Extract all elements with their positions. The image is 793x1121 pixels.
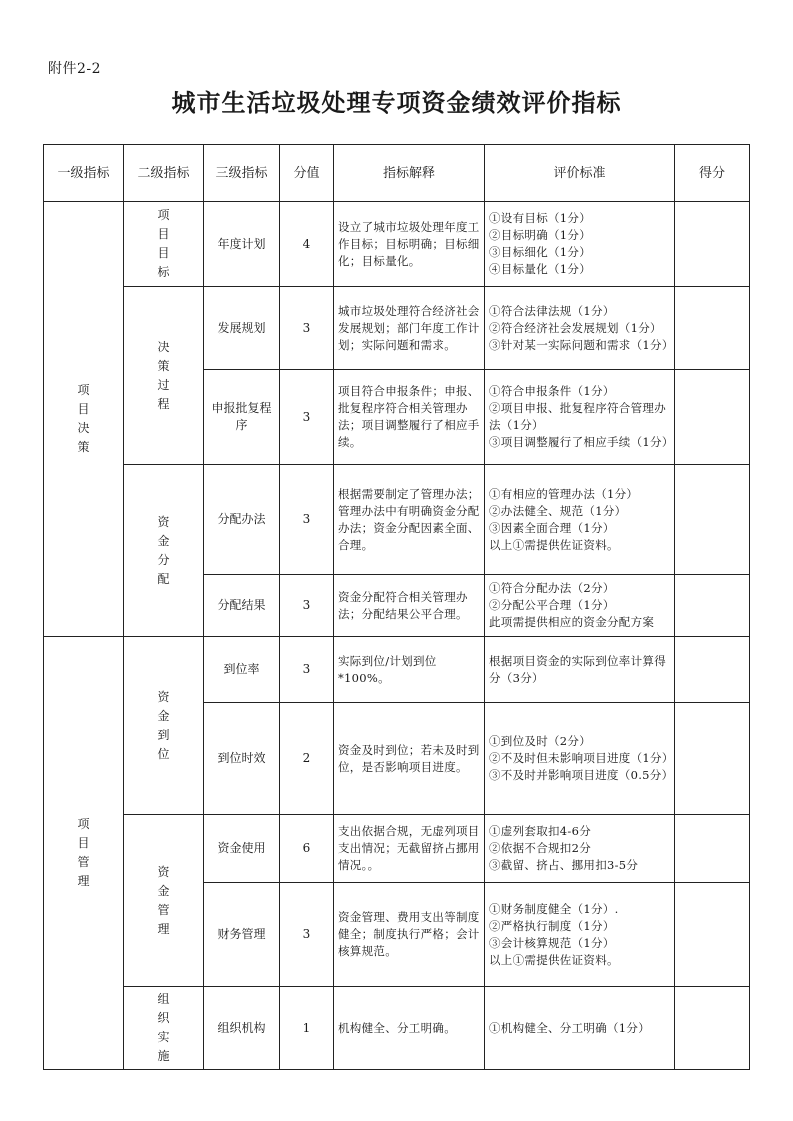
level1-cell: 项目决策: [44, 202, 124, 637]
explanation-cell: 实际到位/计划到位*100%。: [334, 637, 485, 703]
criteria-cell: ①机构健全、分工明确（1分）: [485, 987, 675, 1070]
score-cell: 2: [280, 703, 334, 815]
earned-cell: [675, 202, 750, 287]
score-cell: 1: [280, 987, 334, 1070]
table-row: [44, 287, 750, 370]
score-cell: 3: [280, 575, 334, 637]
table-header-row: [44, 145, 750, 202]
score-cell: 3: [280, 637, 334, 703]
level2-cell: 项目目标: [124, 202, 204, 287]
earned-cell: [675, 815, 750, 883]
level1-cell: 项目管理: [44, 637, 124, 1070]
level3-cell: 财务管理: [204, 883, 280, 987]
level3-cell: 到位时效: [204, 703, 280, 815]
table-row: [44, 637, 750, 703]
level2-cell: 决策过程: [124, 287, 204, 465]
header-explanation: 指标解释: [334, 145, 485, 202]
earned-cell: [675, 370, 750, 465]
criteria-cell: ①设有目标（1分） ②目标明确（1分） ③目标细化（1分） ④目标量化（1分）: [485, 202, 675, 287]
table-row: [44, 202, 750, 287]
explanation-cell: 资金及时到位；若未及时到位，是否影响项目进度。: [334, 703, 485, 815]
table-row: [44, 987, 750, 1070]
explanation-cell: 城市垃圾处理符合经济社会发展规划；部门年度工作计划；实际问题和需求。: [334, 287, 485, 370]
level2-cell: 资金分配: [124, 465, 204, 637]
level3-cell: 分配结果: [204, 575, 280, 637]
level3-cell: 申报批复程序: [204, 370, 280, 465]
level3-cell: 资金使用: [204, 815, 280, 883]
earned-cell: [675, 465, 750, 575]
header-level1: 一级指标: [44, 145, 124, 202]
evaluation-table: [43, 144, 750, 1070]
score-cell: 3: [280, 370, 334, 465]
level3-cell: 分配办法: [204, 465, 280, 575]
earned-cell: [675, 987, 750, 1070]
criteria-cell: 根据项目资金的实际到位率计算得分（3分）: [485, 637, 675, 703]
level3-cell: 年度计划: [204, 202, 280, 287]
level2-cell: 资金到位: [124, 637, 204, 815]
level2-cell: 资金管理: [124, 815, 204, 987]
explanation-cell: 资金分配符合相关管理办法；分配结果公平合理。: [334, 575, 485, 637]
score-cell: 6: [280, 815, 334, 883]
explanation-cell: 机构健全、分工明确。: [334, 987, 485, 1070]
header-score: 分值: [280, 145, 334, 202]
header-level3: 三级指标: [204, 145, 280, 202]
score-cell: 3: [280, 465, 334, 575]
level3-cell: 发展规划: [204, 287, 280, 370]
earned-cell: [675, 637, 750, 703]
score-cell: 3: [280, 883, 334, 987]
table-row: [44, 465, 750, 575]
criteria-cell: ①财务制度健全（1分）. ②严格执行制度（1分） ③会计核算规范（1分） 以上①需提供佐证资料。: [485, 883, 675, 987]
header-level2: 二级指标: [124, 145, 204, 202]
earned-cell: [675, 703, 750, 815]
criteria-cell: ①符合申报条件（1分） ②项目申报、批复程序符合管理办法（1分） ③项目调整履行了相应手续（1分）: [485, 370, 675, 465]
criteria-cell: ①符合分配办法（2分） ②分配公平合理（1分） 此项需提供相应的资金分配方案: [485, 575, 675, 637]
explanation-cell: 项目符合申报条件；申报、批复程序符合相关管理办法；项目调整履行了相应手续。: [334, 370, 485, 465]
criteria-cell: ①到位及时（2分） ②不及时但未影响项目进度（1分） ③不及时并影响项目进度（0.5分）: [485, 703, 675, 815]
level3-cell: 组织机构: [204, 987, 280, 1070]
header-criteria: 评价标准: [485, 145, 675, 202]
score-cell: 3: [280, 287, 334, 370]
page-title: 城市生活垃圾处理专项资金绩效评价指标: [171, 89, 622, 117]
criteria-cell: ①虚列套取扣4-6分 ②依据不合规扣2分 ③截留、挤占、挪用扣3-5分: [485, 815, 675, 883]
level2-cell: 组织实施: [124, 987, 204, 1070]
explanation-cell: 设立了城市垃圾处理年度工作目标；目标明确；目标细化；目标量化。: [334, 202, 485, 287]
table-row: [44, 815, 750, 883]
earned-cell: [675, 287, 750, 370]
earned-cell: [675, 883, 750, 987]
criteria-cell: ①有相应的管理办法（1分） ②办法健全、规范（1分） ③因素全面合理（1分） 以上①需提供佐证资料。: [485, 465, 675, 575]
explanation-cell: 资金管理、费用支出等制度健全；制度执行严格；会计核算规范。: [334, 883, 485, 987]
explanation-cell: 根据需要制定了管理办法；管理办法中有明确资金分配办法；资金分配因素全面、合理。: [334, 465, 485, 575]
attachment-label: 附件2-2: [48, 61, 102, 77]
header-earned: 得分: [675, 145, 750, 202]
level3-cell: 到位率: [204, 637, 280, 703]
criteria-cell: ①符合法律法规（1分） ②符合经济社会发展规划（1分） ③针对某一实际问题和需求（1分）: [485, 287, 675, 370]
explanation-cell: 支出依据合规，无虚列项目支出情况；无截留挤占挪用情况。。: [334, 815, 485, 883]
score-cell: 4: [280, 202, 334, 287]
earned-cell: [675, 575, 750, 637]
